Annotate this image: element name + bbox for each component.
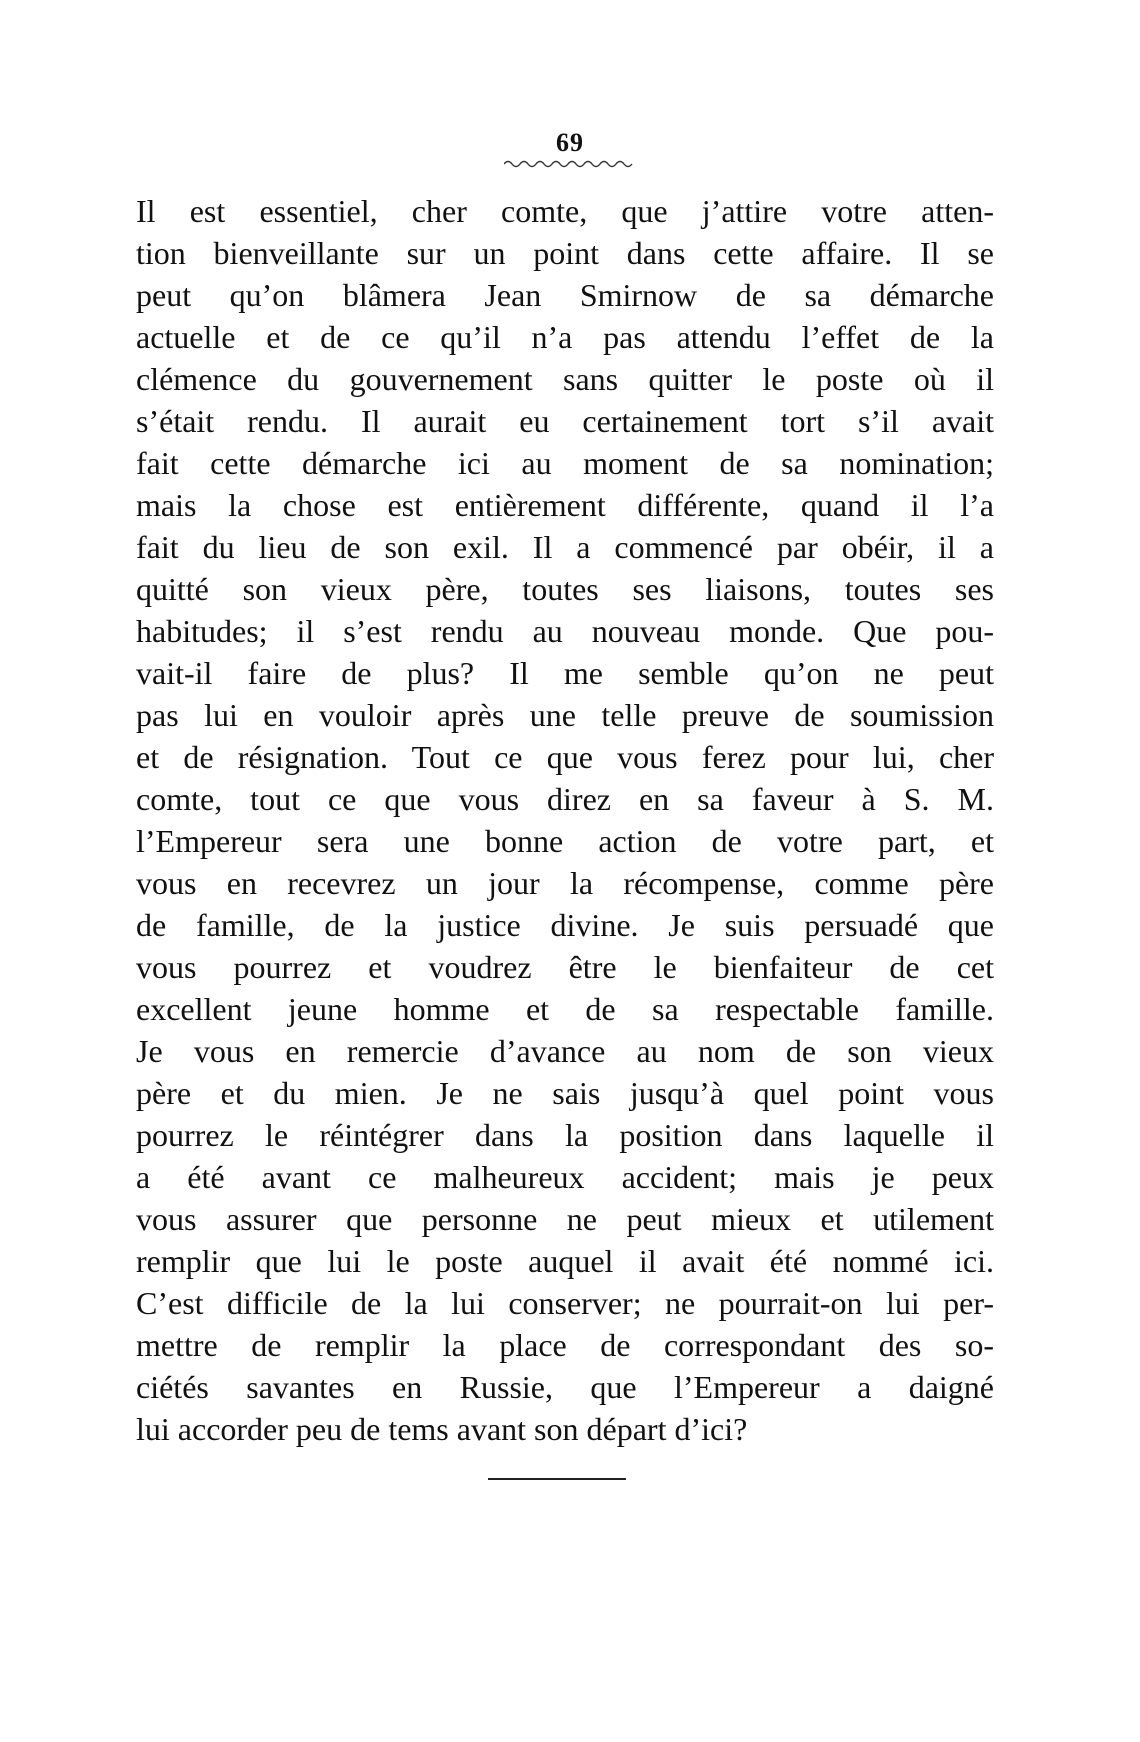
text-line: peut qu’on blâmera Jean Smirnow de sa démarche [136, 277, 994, 313]
text-line: actuelle et de ce qu’il n’a pas attendu l’effet de la [136, 319, 994, 355]
text-line: clémence du gouvernement sans quitter le poste où il [136, 361, 994, 397]
text-line: vous en recevrez un jour la récompense, comme père [136, 865, 994, 901]
text-line: Il est essentiel, cher comte, que j’attire votre atten- [136, 193, 994, 229]
text-line: de famille, de la justice divine. Je suis persuadé que [136, 907, 994, 943]
text-line: habitudes; il s’est rendu au nouveau monde. Que pou- [136, 613, 994, 649]
text-line: lui accorder peu de tems avant son départ d’ici? [136, 1411, 748, 1447]
text-line: fait cette démarche ici au moment de sa nomination; [136, 445, 994, 481]
text-line: mais la chose est entièrement différente, quand il l’a [136, 487, 994, 523]
body-text [136, 190, 994, 1450]
text-line: vous assurer que personne ne peut mieux et utilement [136, 1201, 994, 1237]
text-line: mettre de remplir la place de correspondant des so- [136, 1327, 994, 1363]
text-line: remplir que lui le poste auquel il avait été nommé ici. [136, 1243, 994, 1279]
text-line: s’était rendu. Il aurait eu certainement tort s’il avait [136, 403, 994, 439]
text-line: a été avant ce malheureux accident; mais je peux [136, 1159, 994, 1195]
text-line: fait du lieu de son exil. Il a commencé par obéir, il a [136, 529, 994, 565]
text-line: l’Empereur sera une bonne action de votre part, et [136, 823, 994, 859]
text-line: pourrez le réintégrer dans la position dans laquelle il [136, 1117, 994, 1153]
text-line: et de résignation. Tout ce que vous ferez pour lui, cher [136, 739, 994, 775]
wavy-ornament [504, 158, 636, 170]
end-rule [488, 1478, 626, 1480]
text-line: père et du mien. Je ne sais jusqu’à quel point vous [136, 1075, 994, 1111]
text-line: C’est difficile de la lui conserver; ne pourrait-on lui per- [136, 1285, 994, 1321]
text-line: Je vous en remercie d’avance au nom de son vieux [136, 1033, 994, 1069]
text-line: comte, tout ce que vous direz en sa faveur à S. M. [136, 781, 994, 817]
text-line: quitté son vieux père, toutes ses liaisons, toutes ses [136, 571, 994, 607]
text-line: ciétés savantes en Russie, que l’Empereur a daigné [136, 1369, 994, 1405]
text-line: pas lui en vouloir après une telle preuve de soumission [136, 697, 994, 733]
text-line: tion bienveillante sur un point dans cette affaire. Il se [136, 235, 994, 271]
text-line: vait-il faire de plus? Il me semble qu’on ne peut [136, 655, 994, 691]
page-number: 69 [556, 128, 584, 157]
text-line: vous pourrez et voudrez être le bienfaiteur de cet [136, 949, 994, 985]
text-line: excellent jeune homme et de sa respectable famille. [136, 991, 994, 1027]
